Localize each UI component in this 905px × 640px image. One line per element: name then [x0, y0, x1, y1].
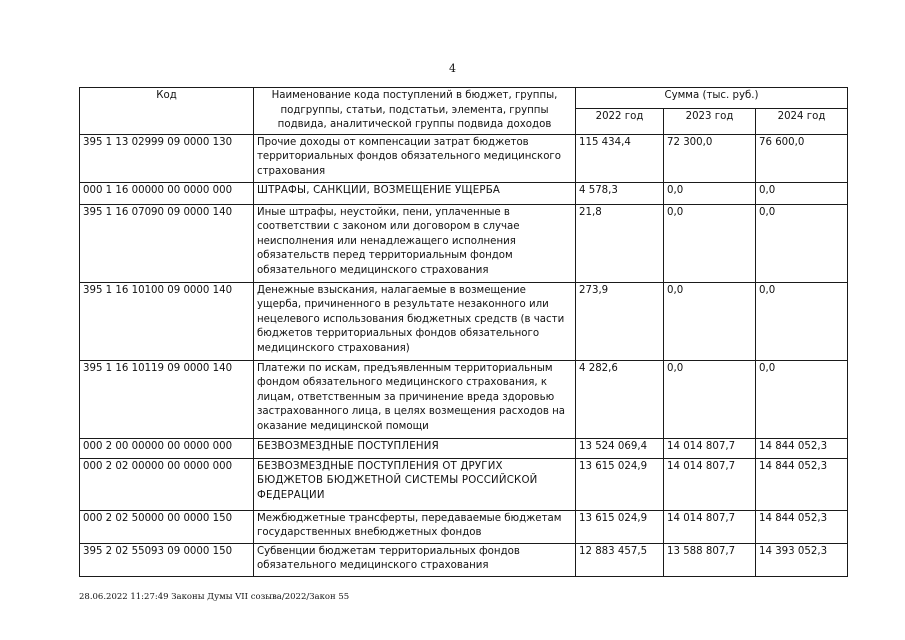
row-name: ШТРАФЫ, САНКЦИИ, ВОЗМЕЩЕНИЕ УЩЕРБА — [254, 182, 576, 204]
row-code: 395 2 02 55093 09 0000 150 — [80, 543, 254, 576]
row-value-2024: 0,0 — [756, 360, 848, 438]
row-name: БЕЗВОЗМЕЗДНЫЕ ПОСТУПЛЕНИЯ — [254, 438, 576, 458]
row-value-2022: 13 615 024,9 — [576, 510, 664, 543]
row-name: Прочие доходы от компенсации затрат бюджетов территориальных фондов обязательного медицинского страхования — [254, 134, 576, 182]
table-row — [80, 458, 848, 510]
row-code: 395 1 16 07090 09 0000 140 — [80, 204, 254, 282]
table-row — [80, 282, 848, 360]
row-name: Платежи по искам, предъявленным территориальным фондом обязательного медицинского страхования, к лицам, ответственным за причинение вреда здоровью застрахованного лица, в целях возмещения расходов на оказание медицинской помощи — [254, 360, 576, 438]
row-value-2023: 72 300,0 — [664, 134, 756, 182]
row-value-2024: 0,0 — [756, 204, 848, 282]
header-name: Наименование кода поступлений в бюджет, группы, подгруппы, статьи, подстатьи, элемента, группы подвида, аналитической группы подвида доходов — [254, 88, 576, 135]
row-value-2023: 0,0 — [664, 360, 756, 438]
row-value-2024: 14 844 052,3 — [756, 458, 848, 510]
row-name: Иные штрафы, неустойки, пени, уплаченные в соответствии с законом или договором в случае неисполнения или ненадлежащего исполнения обязательств перед территориальным фондом обязательного медицинского страхования — [254, 204, 576, 282]
header-year-2022: 2022 год — [576, 108, 664, 134]
header-year-2023: 2023 год — [664, 108, 756, 134]
row-code: 395 1 13 02999 09 0000 130 — [80, 134, 254, 182]
row-value-2022: 21,8 — [576, 204, 664, 282]
row-value-2023: 14 014 807,7 — [664, 438, 756, 458]
row-value-2022: 273,9 — [576, 282, 664, 360]
header-row — [80, 88, 848, 109]
row-value-2024: 14 844 052,3 — [756, 438, 848, 458]
row-value-2024: 0,0 — [756, 282, 848, 360]
page-number: 4 — [449, 62, 456, 75]
row-name: Субвенции бюджетам территориальных фондов обязательного медицинского страхования — [254, 543, 576, 576]
table-row — [80, 360, 848, 438]
row-code: 000 2 00 00000 00 0000 000 — [80, 438, 254, 458]
row-value-2024: 76 600,0 — [756, 134, 848, 182]
row-code: 000 1 16 00000 00 0000 000 — [80, 182, 254, 204]
header-code: Код — [80, 88, 254, 135]
row-value-2023: 13 588 807,7 — [664, 543, 756, 576]
table-row — [80, 134, 848, 182]
row-value-2023: 0,0 — [664, 204, 756, 282]
row-code: 000 2 02 50000 00 0000 150 — [80, 510, 254, 543]
row-name: БЕЗВОЗМЕЗДНЫЕ ПОСТУПЛЕНИЯ ОТ ДРУГИХ БЮДЖЕТОВ БЮДЖЕТНОЙ СИСТЕМЫ РОССИЙСКОЙ ФЕДЕРАЦИИ — [254, 458, 576, 510]
row-value-2023: 14 014 807,7 — [664, 458, 756, 510]
table-row — [80, 543, 848, 576]
row-code: 395 1 16 10100 09 0000 140 — [80, 282, 254, 360]
row-value-2022: 13 524 069,4 — [576, 438, 664, 458]
row-value-2022: 13 615 024,9 — [576, 458, 664, 510]
row-value-2024: 14 393 052,3 — [756, 543, 848, 576]
table-row — [80, 510, 848, 543]
row-name: Межбюджетные трансферты, передаваемые бюджетам государственных внебюджетных фондов — [254, 510, 576, 543]
row-code: 395 1 16 10119 09 0000 140 — [80, 360, 254, 438]
row-value-2023: 0,0 — [664, 182, 756, 204]
header-sum: Сумма (тыс. руб.) — [576, 88, 848, 109]
row-value-2022: 4 282,6 — [576, 360, 664, 438]
row-value-2024: 0,0 — [756, 182, 848, 204]
table-row — [80, 182, 848, 204]
row-code: 000 2 02 00000 00 0000 000 — [80, 458, 254, 510]
document-footer: 28.06.2022 11:27:49 Законы Думы VII созыва/2022/Закон 55 — [79, 592, 350, 602]
row-name: Денежные взыскания, налагаемые в возмещение ущерба, причиненного в результате незаконного или нецелевого использования бюджетных средств (в части бюджетов территориальных фондов обязательного медицинского страхования) — [254, 282, 576, 360]
header-year-2024: 2024 год — [756, 108, 848, 134]
row-value-2022: 12 883 457,5 — [576, 543, 664, 576]
table-row — [80, 438, 848, 458]
table-row — [80, 204, 848, 282]
budget-revenue-table — [79, 87, 848, 577]
row-value-2022: 115 434,4 — [576, 134, 664, 182]
row-value-2023: 14 014 807,7 — [664, 510, 756, 543]
row-value-2024: 14 844 052,3 — [756, 510, 848, 543]
row-value-2022: 4 578,3 — [576, 182, 664, 204]
row-value-2023: 0,0 — [664, 282, 756, 360]
